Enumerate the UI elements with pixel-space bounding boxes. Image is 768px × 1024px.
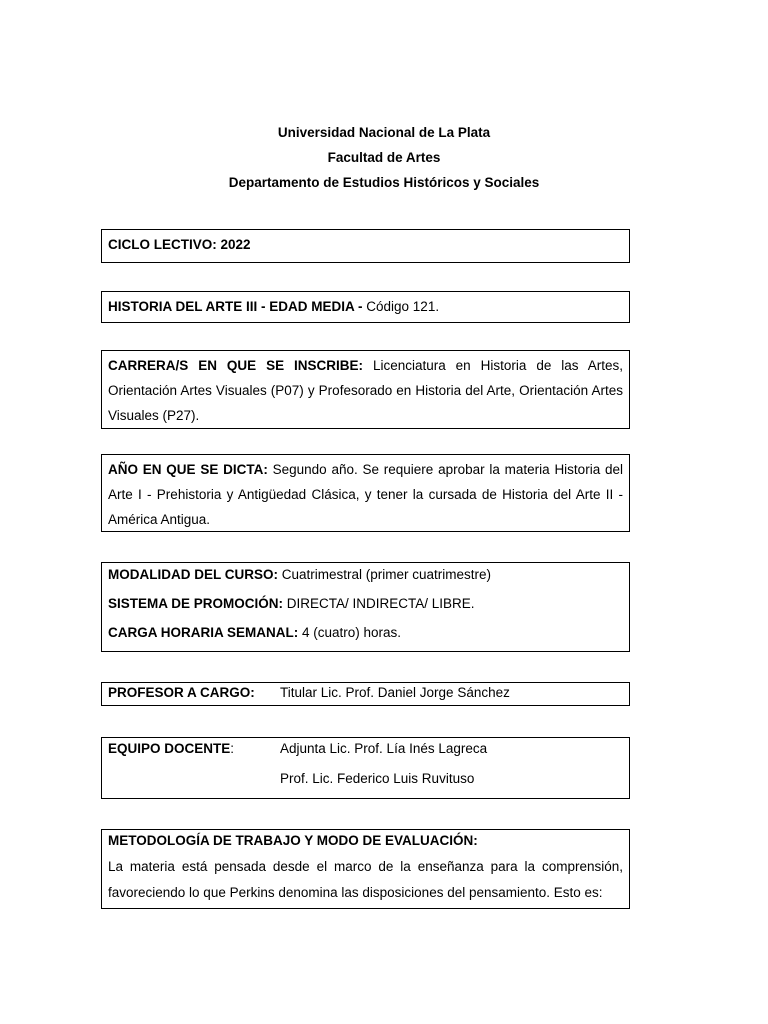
anio-label: AÑO EN QUE SE DICTA: [108,462,268,477]
ciclo-lectivo-box [101,229,630,263]
equipo-box [101,737,630,799]
profesor-box [101,682,630,706]
promocion-label: SISTEMA DE PROMOCIÓN: [108,596,284,611]
modalidad-box [101,562,630,652]
profesor-value: Titular Lic. Prof. Daniel Jorge Sánchez [280,685,510,700]
metodologia-box [101,829,630,909]
anio-text: Segundo año. Se requiere aprobar la materia Historia del Arte I - Prehistoria y Antigüedad Clásica, y tener la cursada de Historia del Arte II - América Antigua. [108,462,623,527]
profesor-label: PROFESOR A CARGO: [108,685,255,700]
anio-box [101,454,630,532]
metodologia-text: La materia está pensada desde el marco de la enseñanza para la comprensión, favoreciendo lo que Perkins denomina las disposiciones del pensamiento. Esto es: [108,859,623,900]
carrera-text: Licenciatura en Historia de las Artes, Orientación Artes Visuales (P07) y Profesorado en Historia del Arte, Orientación Artes Visuales (P27). [108,358,623,423]
equipo-colon: : [230,741,235,756]
materia-box [101,291,630,323]
university-title: Universidad Nacional de La Plata [277,125,491,140]
materia-label: HISTORIA DEL ARTE III - EDAD MEDIA - [108,299,367,314]
promocion-value: DIRECTA/ INDIRECTA/ LIBRE. [283,596,475,611]
department-title: Departamento de Estudios Históricos y Sociales [228,175,540,190]
materia-code: Código 121. [366,299,440,314]
ciclo-lectivo-label: CICLO LECTIVO: 2022 [108,237,251,252]
carga-horaria-label: CARGA HORARIA SEMANAL: [108,625,299,640]
equipo-member-1: Adjunta Lic. Prof. Lía Inés Lagreca [280,741,488,756]
carga-horaria-value: 4 (cuatro) horas. [298,625,402,640]
carrera-label: CARRERA/S EN QUE SE INSCRIBE: [108,358,364,373]
equipo-label: EQUIPO DOCENTE [108,741,231,756]
faculty-title: Facultad de Artes [327,150,441,165]
carrera-box [101,350,630,429]
modalidad-label: MODALIDAD DEL CURSO: [108,567,278,582]
modalidad-value: Cuatrimestral (primer cuatrimestre) [278,567,492,582]
metodologia-label: METODOLOGÍA DE TRABAJO Y MODO DE EVALUACIÓN: [108,833,478,848]
equipo-member-2: Prof. Lic. Federico Luis Ruvituso [280,771,475,786]
